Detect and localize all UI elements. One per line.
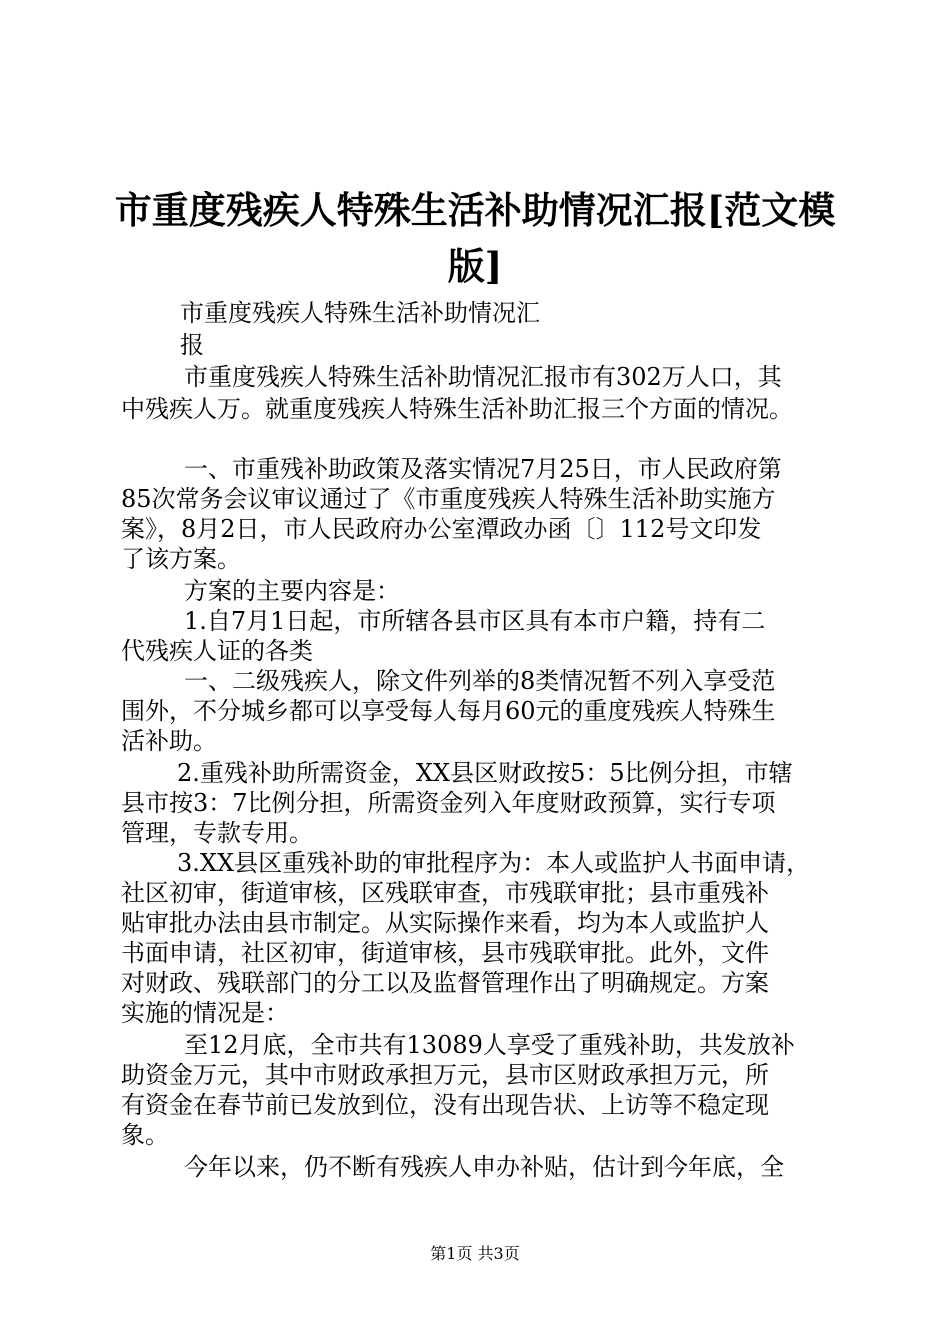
text-line: 围外，不分城乡都可以享受每人每月60元的重度残疾人特殊生 bbox=[121, 697, 776, 725]
text-line: 今年以来，仍不断有残疾人申办补贴，估计到今年底，全 bbox=[184, 1153, 784, 1181]
text-line: 报 bbox=[180, 331, 204, 359]
text-line: 中残疾人万。就重度残疾人特殊生活补助汇报三个方面的情况。 bbox=[121, 395, 793, 423]
text-line: 案》，8月2日，市人民政府办公室潭政办函〔〕112号文印发 bbox=[121, 515, 762, 543]
text-line: 一、市重残补助政策及落实情况7月25日，市人民政府第 bbox=[184, 455, 782, 483]
text-line: 2.重残补助所需资金，XX县区财政按5：5比例分担，市辖 bbox=[177, 759, 793, 787]
text-line: 了该方案。 bbox=[121, 545, 241, 573]
text-line: 市重度残疾人特殊生活补助情况汇 bbox=[180, 299, 540, 327]
text-line: 实施的情况是： bbox=[121, 999, 289, 1027]
title-line-2: 版] bbox=[447, 244, 503, 288]
text-line: 1.自7月1日起，市所辖各县市区具有本市户籍，持有二 bbox=[184, 607, 766, 635]
text-line: 象。 bbox=[121, 1121, 169, 1149]
text-line: 助资金万元，其中市财政承担万元，县市区财政承担万元，所 bbox=[121, 1061, 769, 1089]
text-line: 书面申请，社区初审，街道审核，县市残联审批。此外，文件 bbox=[121, 939, 769, 967]
text-line: 活补助。 bbox=[121, 727, 217, 755]
text-line: 管理，专款专用。 bbox=[121, 819, 313, 847]
text-line: 社区初审，街道审核，区残联审查，市残联审批；县市重残补 bbox=[121, 879, 769, 907]
text-line: 3.XX县区重残补助的审批程序为：本人或监护人书面申请， bbox=[177, 849, 811, 877]
text-line: 县市按3：7比例分担，所需资金列入年度财政预算，实行专项 bbox=[121, 789, 776, 817]
text-line: 方案的主要内容是： bbox=[184, 577, 400, 605]
document-title bbox=[110, 182, 840, 294]
text-line: 至12月底，全市共有13089人享受了重残补助，共发放补 bbox=[184, 1031, 795, 1059]
text-line: 贴审批办法由县市制定。从实际操作来看，均为本人或监护人 bbox=[121, 909, 769, 937]
text-line: 85次常务会议审议通过了《市重度残疾人特殊生活补助实施方 bbox=[121, 485, 776, 513]
text-line: 市重度残疾人特殊生活补助情况汇报市有302万人口，其 bbox=[184, 363, 782, 391]
text-line: 有资金在春节前已发放到位，没有出现告状、上访等不稳定现 bbox=[121, 1091, 769, 1119]
text-line: 一、二级残疾人，除文件列举的8类情况暂不列入享受范 bbox=[184, 667, 776, 695]
text-line: 代残疾人证的各类 bbox=[121, 637, 313, 665]
page-footer: 第1页 共3页 bbox=[430, 1244, 520, 1263]
title-line-1: 市重度残疾人特殊生活补助情况汇报[范文模 bbox=[114, 188, 836, 232]
text-line: 对财政、残联部门的分工以及监督管理作出了明确规定。方案 bbox=[121, 969, 769, 997]
